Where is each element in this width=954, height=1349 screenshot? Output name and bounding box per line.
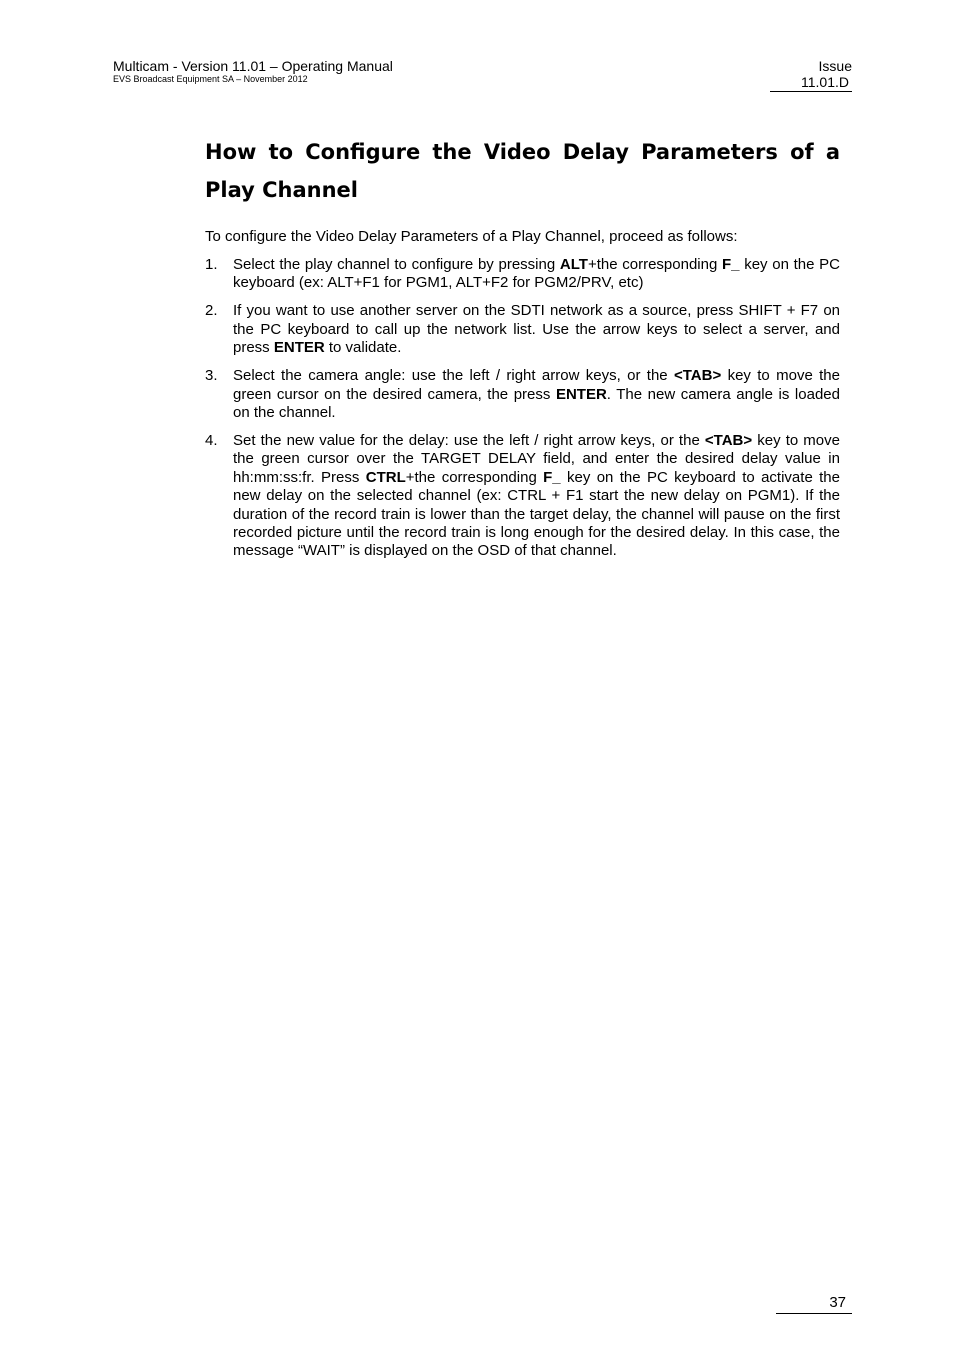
step-key-term: CTRL (365, 468, 406, 486)
step-text (233, 367, 840, 422)
step-text-run: Set the new value for the delay: use the left / right arrow keys, or the (233, 432, 705, 450)
step-number: 4. (205, 432, 218, 450)
step-text-run: +the corresponding (405, 468, 544, 486)
step-text-run: to validate. (324, 339, 402, 357)
step-key-term: <TAB> (704, 432, 753, 450)
step-text-run: . The new camera angle is loaded on the channel. (233, 385, 840, 422)
document-subtitle: EVS Broadcast Equipment SA – November 2012 (113, 74, 308, 84)
step-number: 2. (205, 302, 218, 320)
step-key-term: F_ (722, 256, 740, 273)
page-number: 37 (829, 1294, 846, 1311)
document-title: Multicam - Version 11.01 – Operating Manual (113, 58, 393, 74)
step-key-term: ENTER (273, 339, 325, 357)
step-text (233, 302, 840, 357)
step-text-run: key to move the green cursor on the desired camera, the press (233, 367, 840, 403)
footer-divider (776, 1313, 852, 1314)
procedure-step (205, 367, 840, 422)
step-number: 1. (205, 256, 218, 273)
step-text-run: Select the play channel to configure by pressing (233, 256, 560, 273)
step-text-run: key on the PC keyboard (ex: ALT+F1 for PGM1, ALT+F2 for PGM2/PRV, etc) (233, 256, 840, 292)
intro-paragraph: To configure the Video Delay Parameters of a Play Channel, proceed as follows: (205, 228, 738, 245)
step-text-run: Select the camera angle: use the left / right arrow keys, or the (233, 367, 674, 385)
step-text (233, 432, 840, 561)
procedure-steps (205, 256, 840, 570)
step-text-run: key to move the green cursor over the TARGET DELAY field, and enter the desired delay value in hh:mm:ss:fr. Press (233, 432, 840, 486)
step-key-term: ALT (559, 256, 588, 273)
section-heading: How to Configure the Video Delay Parameters of a Play Channel (205, 140, 840, 202)
step-text-run: key on the PC keyboard to activate the new delay on the selected channel (ex: CTRL + F1 start the new delay on PGM1). If the duration of the record train is lower than the target delay, the channel will pause on the first recorded picture until the record train is long enough for the desired delay. In this case, the message “WAIT” is displayed on the OSD of that channel. (233, 468, 840, 560)
header-divider (770, 91, 852, 92)
step-number: 3. (205, 367, 218, 385)
step-text-run: If you want to use another server on the SDTI network as a source, press SHIFT + F7 on the PC keyboard to call up the network list. Use the arrow keys to select a server, and press (233, 302, 840, 357)
step-key-term: ENTER (555, 385, 607, 403)
issue-label: Issue (818, 58, 852, 74)
issue-number: 11.01.D (801, 74, 849, 90)
step-key-term: F_ (543, 468, 561, 486)
procedure-step (205, 302, 840, 357)
procedure-step (205, 256, 840, 293)
step-text (233, 256, 840, 293)
step-text-run: +the corresponding (587, 256, 722, 273)
procedure-step (205, 432, 840, 561)
step-key-term: <TAB> (674, 367, 722, 385)
